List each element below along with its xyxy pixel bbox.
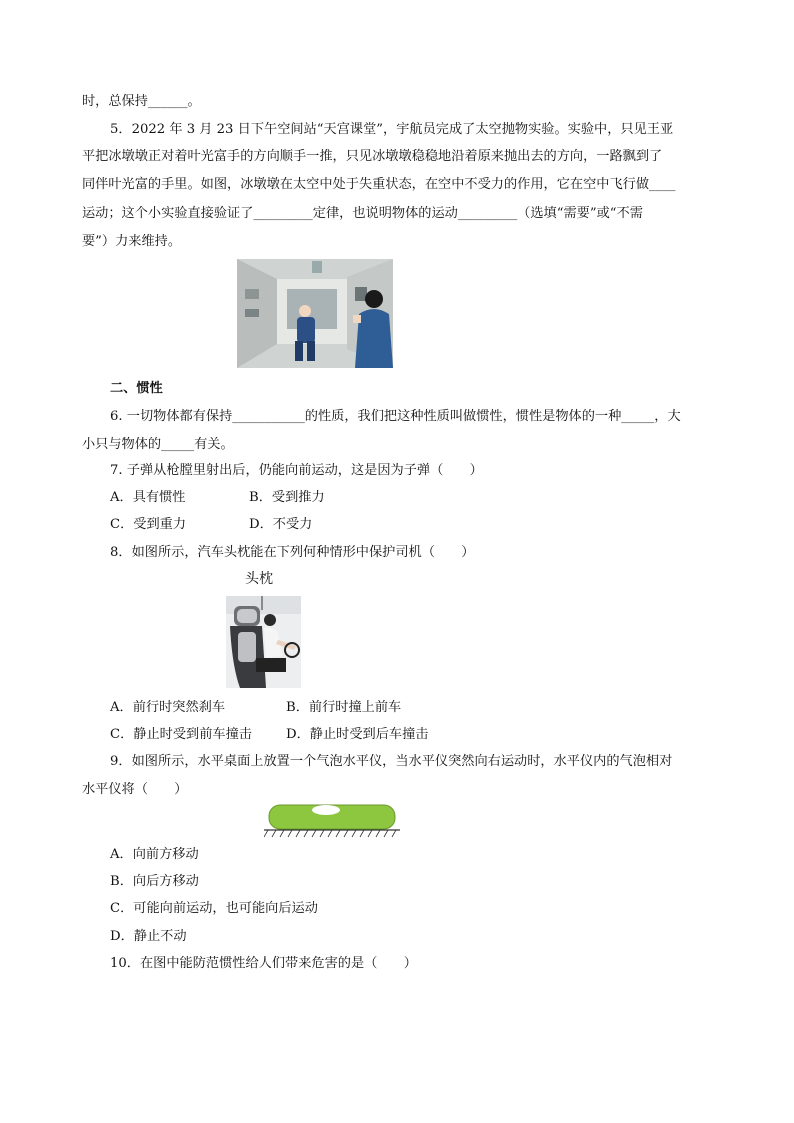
- q9-option-d: D．静止不动: [110, 929, 187, 944]
- q6-line-2: 小只与物体的_____有关。: [82, 437, 234, 452]
- space-station-photo: [237, 259, 393, 368]
- q7-option-a: A．具有惯性: [110, 490, 186, 505]
- q8-stem: 8．如图所示，汽车头枕能在下列何种情形中保护司机（ ）: [110, 545, 475, 560]
- q5-line-3: 同伴叶光富的手里。如图，冰墩墩在太空中处于失重状态，在空中不受力的作用，它在空中飞行做____: [82, 177, 676, 192]
- q6-line-1: 6. 一切物体都有保持___________的性质，我们把这种性质叫做惯性，惯性是物体的一种_____，大: [110, 409, 681, 424]
- bubble-level-figure: [264, 804, 400, 838]
- q7-option-d: D．不受力: [249, 517, 313, 532]
- q7-option-c: C．受到重力: [110, 517, 187, 532]
- q5-line-2: 平把冰墩墩正对着叶光富手的方向顺手一推，只见冰墩墩稳稳地沿着原来抛出去的方向，一路飘到了: [82, 149, 663, 164]
- q7-stem: 7. 子弹从枪膛里射出后，仍能向前运动，这是因为子弹（ ）: [110, 463, 483, 478]
- car-headrest-photo: [226, 596, 301, 688]
- q8-option-c: C．静止时受到前车撞击: [110, 727, 252, 742]
- section-2-heading: 二、惯性: [110, 381, 163, 396]
- q9-option-b: B．向后方移动: [110, 874, 199, 889]
- q10-stem: 10．在图中能防范惯性给人们带来危害的是（ ）: [110, 956, 417, 971]
- q5-line-1: 5．2022 年 3 月 23 日下午空间站“天宫课堂”，宇航员完成了太空抛物实验。实验中，只见王亚: [110, 122, 674, 137]
- q8-option-b: B．前行时撞上前车: [286, 700, 402, 715]
- q5-line-4: 运动；这个小实验直接验证了_________定律，也说明物体的运动_________（选填“需要”或“不需: [82, 206, 643, 221]
- q9-option-c: C．可能向前运动，也可能向后运动: [110, 901, 318, 916]
- q9-option-a: A．向前方移动: [110, 847, 199, 862]
- q4-tail-text: 时，总保持______。: [82, 94, 201, 109]
- q9-line-1: 9．如图所示，水平桌面上放置一个气泡水平仪，当水平仪突然向右运动时，水平仪内的气泡相对: [110, 754, 673, 769]
- q8-option-d: D．静止时受到后车撞击: [286, 727, 429, 742]
- q7-option-b: B．受到推力: [249, 490, 325, 505]
- q9-line-2: 水平仪将（ ）: [82, 782, 188, 797]
- headrest-label: 头枕: [245, 571, 273, 587]
- q8-option-a: A．前行时突然刹车: [110, 700, 226, 715]
- q5-line-5: 要”）力来维持。: [82, 234, 182, 249]
